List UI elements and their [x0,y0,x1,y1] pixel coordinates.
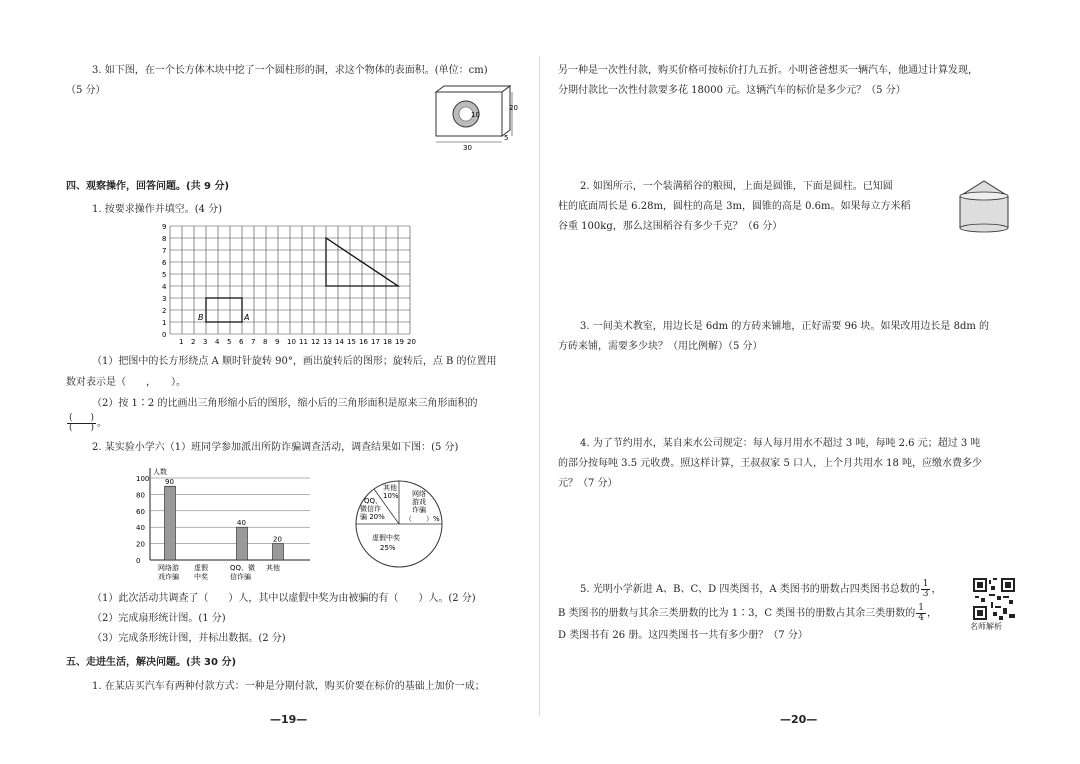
grid-y-tick: 3 [162,295,167,303]
r-q2-line3: 谷重 100kg，那么这围稻谷有多少千克？（6 分） [558,221,783,232]
section4-title: 四、观察操作，回答问题。(共 9 分) [66,181,230,192]
cuboid-figure [430,82,520,152]
grid-y-tick: 8 [162,235,167,243]
grid-y-tick: 0 [162,331,167,339]
r-q3-line2: 方砖来铺，需要多少块？（用比例解）（5 分） [558,341,763,352]
r-q1-line2: 分期付款比一次性付款要多花 18000 元。这辆汽车的标价是多少元？（5 分） [558,85,906,96]
bar-category-label: 戏诈骗 [158,573,179,581]
sec4-q2: 2. 某实验小学六（1）班同学参加派出所防诈骗调查活动，调查结果如下图：(5 分) [92,442,459,453]
point-b-label: B [198,313,204,322]
bar-category-label: 其他 [266,564,280,572]
r-q5-line2: B 类图书的册数与其余三类册数的比为 1∶3，C 类图书的册数占其余三类册数的 $\frac{1}{4}$ ， [558,603,937,623]
point-a-label: A [244,313,250,322]
bar [273,544,284,560]
sec4-q1-1b: 数对表示是（ ， ）。 [66,377,186,388]
grid-y-tick: 7 [162,247,167,255]
grid-y-tick: 9 [162,224,167,231]
grid-x-tick: 17 [371,338,380,346]
q3-text-line1: 3. 如下图，在一个长方体木块中挖了一个圆柱形的洞，求这个物体的表面积。(单位：cm) [92,65,488,76]
bar-value-label: 20 [273,535,282,544]
grid-x-tick: 11 [299,338,308,346]
grid-x-tick: 12 [311,338,320,346]
pie-other-label: 其他 [383,484,397,492]
r-q4-line1: 4. 为了节约用水，某自来水公司规定：每人每月用水不超过 3 吨，每吨 2.6 元；超过 3 吨 [580,438,981,449]
grid-x-tick: 20 [407,338,416,346]
pie-game-l1: 网络 [412,490,426,498]
pie-fake-label: 虚假中奖 [372,534,400,542]
grid-y-tick: 4 [162,283,167,291]
bar [165,486,176,560]
pie-qq-l3: 骗 20% [360,513,385,521]
pie-game-l3: 诈骗 [412,506,426,514]
grid-x-tick: 15 [347,338,356,346]
dim-length: 30 [463,144,472,152]
r-q1-line1: 另一种是一次性付款，购买价格可按标价打九五折。小明爸爸想买一辆汽车，他通过计算发现， [558,65,978,76]
grid-x-tick: 19 [395,338,404,346]
bar-category-label: 网络游 [158,564,179,572]
bar [237,527,248,560]
grid-x-tick: 3 [203,338,208,346]
grid-y-tick: 6 [162,259,167,267]
pie-qq-l2: 微信诈 [360,505,381,513]
sec4-q1-2-fraction: $\frac{( )}{( )}$ 。 [69,413,108,433]
r-q4-line2: 的部分按每吨 3.5 元收费。照这样计算，王叔叔家 5 口人，上个月共用水 18 吨，应缴水费多少 [558,458,983,469]
right-page [540,0,1080,764]
bar-category-label: 中奖 [194,573,208,581]
pie-other-pct: 10% [383,492,399,500]
grid-y-tick: 5 [162,271,167,279]
grid-x-tick: 10 [287,338,296,346]
bar-value-label: 90 [165,478,174,487]
grid-x-tick: 9 [275,338,280,346]
bar-y-tick: 80 [136,491,145,500]
r-q2-line1: 2. 如图所示，一个装满稻谷的粮囤，上面是圆锥，下面是圆柱。已知圆 [580,181,893,192]
sec4-q1: 1. 按要求操作并填空。(4 分) [92,204,223,215]
grid-y-tick: 2 [162,307,167,315]
pie-chart [350,474,450,574]
grid-x-tick: 7 [251,338,256,346]
sec4-q2-1: （1）此次活动共调查了（ ）人，其中以虚假中奖为由被骗的有（ ）人。(2 分) [92,593,476,604]
grid-x-tick: 1 [179,338,184,346]
grid-x-tick: 13 [323,338,332,346]
page-number-left: —19— [270,713,308,726]
grid-x-tick: 8 [263,338,268,346]
sec4-q1-2: （2）按 1∶2 的比画出三角形缩小后的图形，缩小后的三角形面积是原来三角形面积的 [92,398,478,409]
sec5-q1: 1. 在某店买汽车有两种付款方式：一种是分期付款，购买价要在标价的基础上加价一成； [92,681,485,692]
pie-qq-l1: QQ、 [364,497,383,505]
pie-fake-pct: 25% [380,544,396,552]
bar-y-tick: 0 [136,557,141,565]
granary-figure [954,176,1014,236]
bar-value-label: 40 [237,519,246,528]
q3-text-line2: （5 分） [66,85,106,96]
bar-category-label: 虚假 [194,564,208,572]
pie-game-l4: （ ）% [405,515,440,523]
coordinate-grid [150,224,430,350]
qr-caption: 名师解析 [970,622,1002,631]
bar-y-tick: 60 [136,507,145,516]
r-q5-line3: D 类图书有 26 册。这四类图书一共有多少册？（7 分） [558,630,808,641]
pie-game-l2: 游戏 [412,498,426,506]
page-number-right: —20— [780,713,818,726]
r-q3-line1: 3. 一间美术教室，用边长是 6dm 的方砖来铺地，正好需要 96 块。如果改用边长是 8dm 的 [580,321,990,332]
bar-category-label: QQ、微 [230,564,256,572]
dim-width: 5 [504,134,509,142]
bar-y-tick: 100 [136,475,150,483]
sec4-q2-2: （2）完成扇形统计图。(1 分) [92,613,226,624]
grid-x-tick: 4 [215,338,220,346]
grid-x-tick: 16 [359,338,368,346]
grid-x-tick: 14 [335,338,344,346]
r-q4-line3: 元？（7 分） [558,478,618,489]
bar-y-label: 人数 [153,468,167,476]
grid-x-tick: 2 [191,338,196,346]
bar-category-label: 信诈骗 [230,573,251,581]
grid-x-tick: 6 [239,338,244,346]
qr-code-icon[interactable] [973,578,1015,620]
bar-chart [120,462,330,588]
bar-y-tick: 40 [136,524,145,533]
grid-y-tick: 1 [162,319,167,327]
dim-height: 20 [509,104,518,112]
r-q2-line2: 柱的底面周长是 6.28m，圆柱的高是 3m，圆锥的高是 0.6m。如果每立方米稻 [558,201,911,212]
dim-diameter: 10 [471,111,480,119]
sec4-q1-1a: （1）把图中的长方形绕点 A 顺时针旋转 90°，画出旋转后的图形；旋转后，点 B 的位置用 [92,356,497,367]
bar-y-tick: 20 [136,540,145,549]
grid-x-tick: 5 [227,338,232,346]
sec4-q2-3: （3）完成条形统计图，并标出数据。(2 分) [92,633,286,644]
section5-title: 五、走进生活，解决问题。(共 30 分) [66,657,237,668]
r-q5-line1: 5. 光明小学新进 A、B、C、D 四类图书，A 类图书的册数占四类图书总数的 $\frac{1}{3}$ ， [580,579,942,599]
grid-x-tick: 18 [383,338,392,346]
